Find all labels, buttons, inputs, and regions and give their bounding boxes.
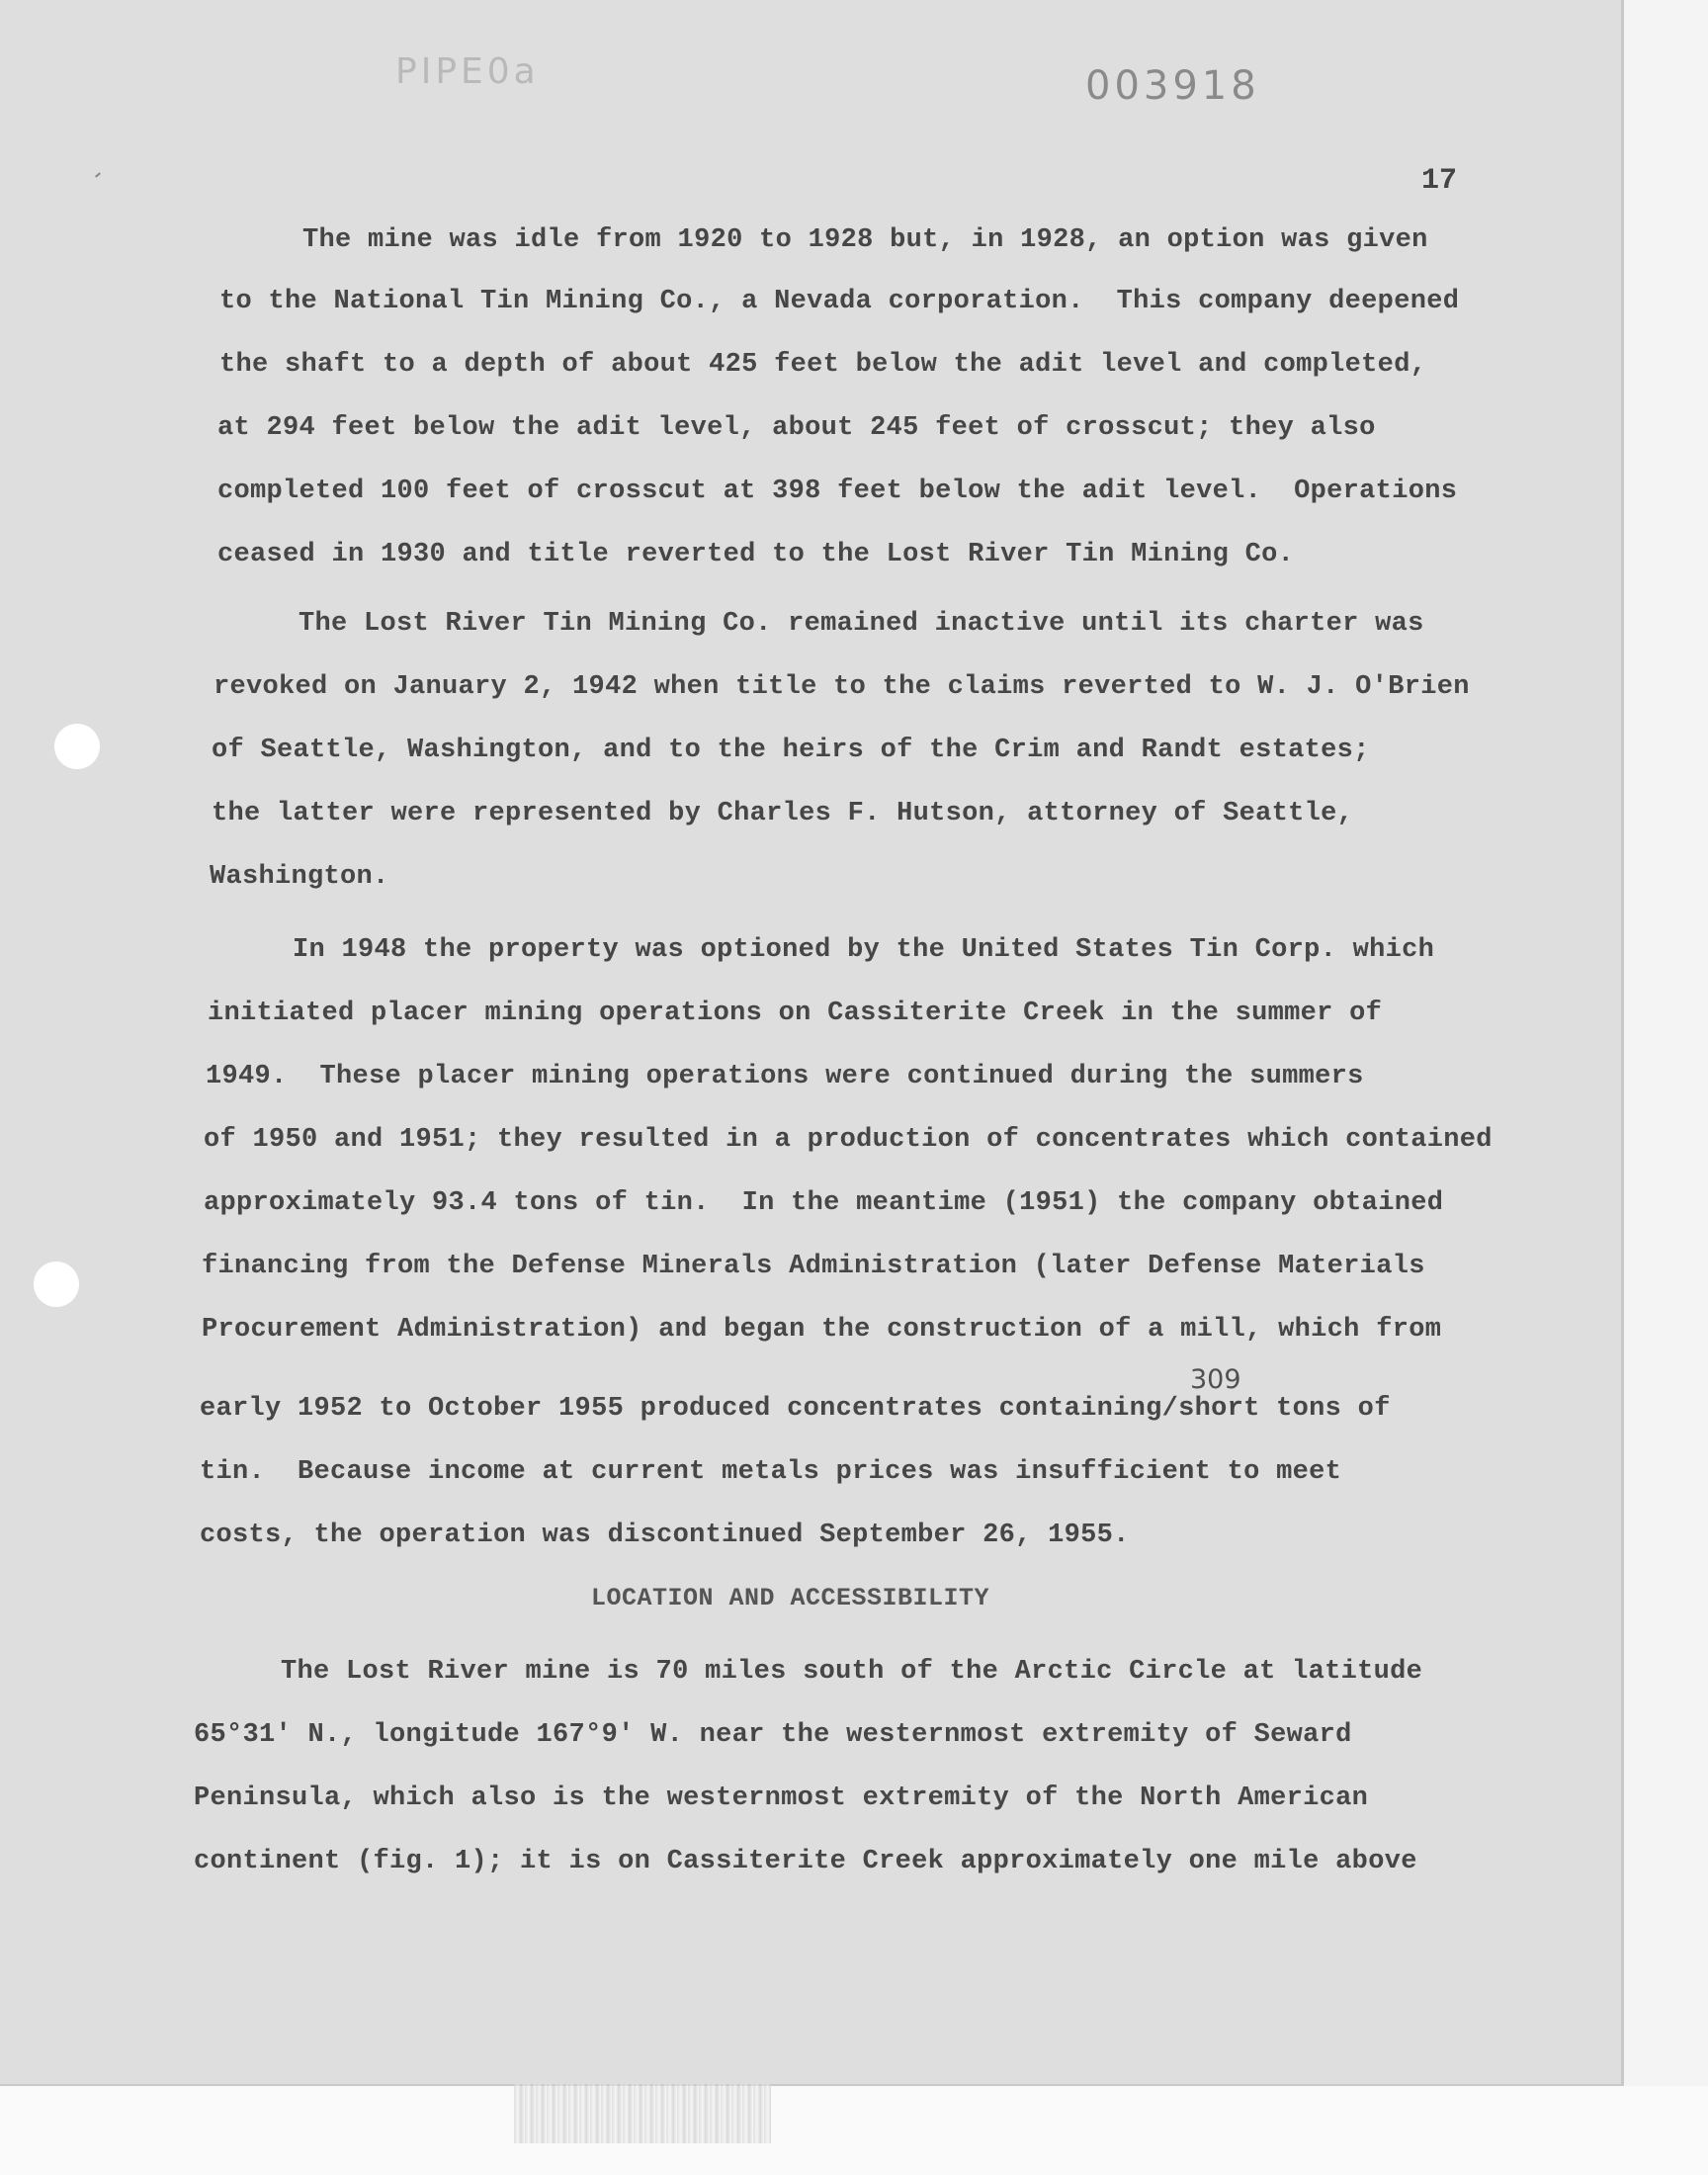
faded-stamp-code: PIPE0a [395, 51, 540, 92]
section-heading: LOCATION AND ACCESSIBILITY [591, 1584, 990, 1612]
text-line: In 1948 the property was optioned by the United States Tin Corp. which [293, 935, 1435, 965]
text-line: costs, the operation was discontinued September 26, 1955. [200, 1521, 1130, 1550]
handwritten-insert: 309 [1190, 1364, 1241, 1395]
punch-hole-lower [34, 1262, 79, 1307]
scan-edge-artifact [514, 2084, 771, 2143]
text-line: The Lost River Tin Mining Co. remained inactive until its charter was [299, 609, 1424, 639]
text-line: ceased in 1930 and title reverted to the Lost River Tin Mining Co. [217, 540, 1295, 569]
text-line: 1949. These placer mining operations were continued during the summers [206, 1062, 1364, 1091]
text-line: 65°31' N., longitude 167°9' W. near the westernmost extremity of Seward [194, 1720, 1352, 1750]
text-line: early 1952 to October 1955 produced concentrates containing/short tons of [200, 1394, 1391, 1424]
text-line: completed 100 feet of crosscut at 398 feet below the adit level. Operations [217, 477, 1458, 506]
text-line: financing from the Defense Minerals Administration (later Defense Materials [202, 1252, 1425, 1281]
text-line: to the National Tin Mining Co., a Nevada corporation. This company deepened [219, 287, 1460, 316]
punch-hole-upper [54, 724, 100, 769]
text-line: of Seattle, Washington, and to the heirs of the Crim and Randt estates; [212, 736, 1370, 765]
text-line: tin. Because income at current metals prices was insufficient to meet [200, 1457, 1342, 1487]
text-line: initiated placer mining operations on Cassiterite Creek in the summer of [208, 999, 1383, 1028]
text-line: The Lost River mine is 70 miles south of the Arctic Circle at latitude [281, 1657, 1423, 1687]
text-line: Washington. [210, 862, 389, 892]
text-line: continent (fig. 1); it is on Cassiterite Creek approximately one mile above [194, 1847, 1417, 1876]
document-number-stamp: 003918 [1085, 63, 1260, 109]
text-line: the latter were represented by Charles F. Hutson, attorney of Seattle, [212, 799, 1354, 828]
text-line: Peninsula, which also is the westernmost extremity of the North American [194, 1784, 1369, 1813]
text-line: of 1950 and 1951; they resulted in a production of concentrates which contained [204, 1125, 1493, 1155]
page-number: 17 [1421, 164, 1458, 198]
scan-background [0, 2086, 1708, 2175]
text-line: approximately 93.4 tons of tin. In the meantime (1951) the company obtained [204, 1188, 1444, 1218]
text-line: The mine was idle from 1920 to 1928 but, in 1928, an option was given [302, 225, 1428, 255]
text-line: revoked on January 2, 1942 when title to the claims reverted to W. J. O'Brien [214, 672, 1470, 702]
text-line: at 294 feet below the adit level, about 245 feet of crosscut; they also [217, 413, 1376, 443]
text-line: the shaft to a depth of about 425 feet below the adit level and completed, [219, 350, 1427, 380]
text-line: Procurement Administration) and began the construction of a mill, which from [202, 1315, 1442, 1345]
